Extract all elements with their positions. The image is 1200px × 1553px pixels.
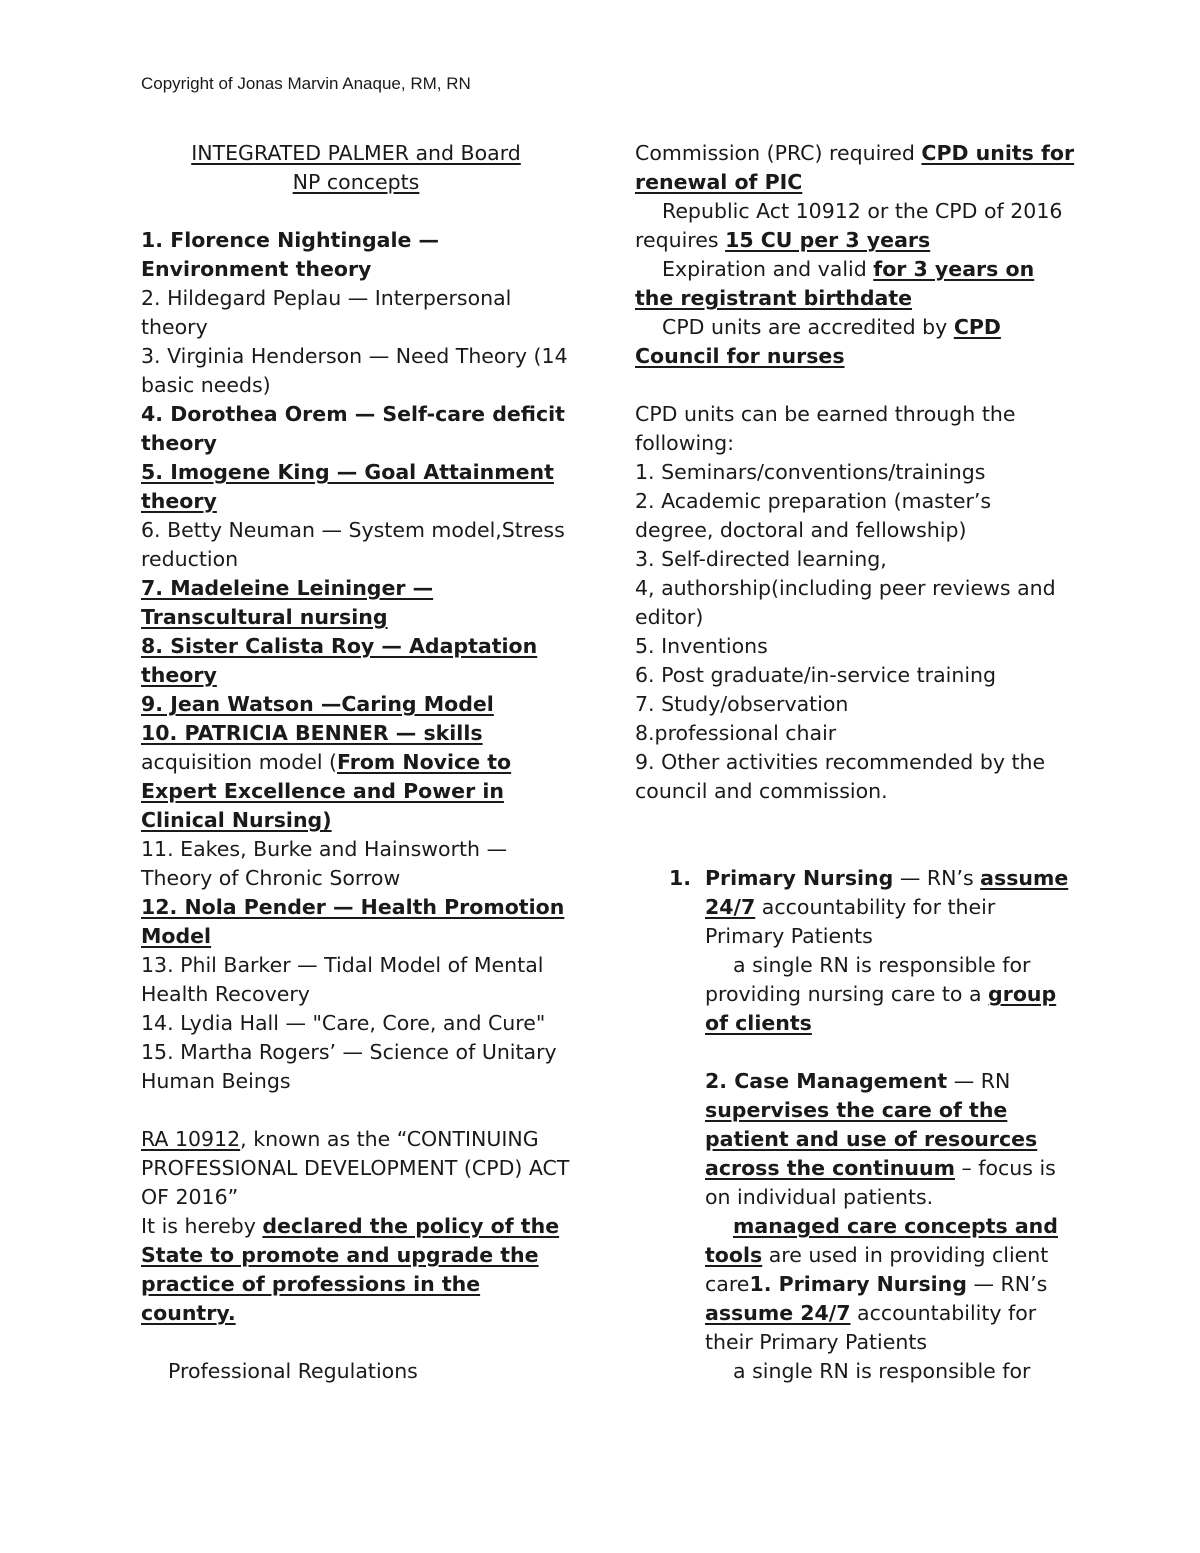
repeat-dash: — RN’s (966, 1272, 1048, 1296)
policy-prefix: It is hereby (141, 1214, 263, 1238)
theory-item: 15. Martha Rogers’ — Science of Unitary Human Beings (141, 1040, 557, 1093)
primary-single (705, 951, 1075, 1038)
accr-prefix: CPD units are accredited by (662, 315, 954, 339)
managed-care (705, 1212, 1075, 1357)
theory-item: 7. Madeleine Leininger — Transcultural nursing (141, 576, 434, 629)
ra-requirement-prefix: Republic Act 10912 or the CPD of 2016 requires (635, 199, 1063, 252)
primary-rest: accountability for their Primary Patients (705, 895, 996, 948)
doc-title-line1: INTEGRATED PALMER and Board (191, 141, 521, 165)
primary-nursing (669, 864, 1075, 951)
earned-item: 2. Academic preparation (master’s degree, doctoral and fellowship) (635, 489, 992, 542)
benner-name: 10. PATRICIA BENNER — skills (141, 721, 483, 745)
ra-requirement-bold: 15 CU per 3 years (725, 228, 931, 252)
repeat-rest: accountability for their Primary Patients (705, 1301, 1037, 1354)
accr-bold: CPD Council for nurses (635, 315, 1001, 368)
managed-bold: managed care concepts and tools (705, 1214, 1058, 1267)
prc-line (635, 139, 1075, 197)
expiration-line (635, 255, 1075, 313)
left-column (141, 139, 571, 1386)
theory-item: 11. Eakes, Burke and Hainsworth — Theory of Chronic Sorrow (141, 837, 508, 890)
earned-item: 8.professional chair (635, 721, 837, 745)
repeat-single (705, 1357, 1075, 1386)
case-rest: – focus is on individual patients. (705, 1156, 1056, 1209)
benner-book: From Novice to Expert Excellence and Power in Clinical Nursing) (141, 750, 512, 832)
accreditation-line (635, 313, 1075, 371)
repeat-single-text: a single RN is responsible for (733, 1359, 1031, 1383)
theory-item: 3. Virginia Henderson — Need Theory (14 basic needs) (141, 344, 568, 397)
exp-prefix: Expiration and valid (662, 257, 874, 281)
primary-single-text: a single RN is responsible for providing nursing care to a (705, 953, 1031, 1006)
theory-item-benner (141, 719, 571, 835)
theory-item: 5. Imogene King — Goal Attainment theory (141, 460, 554, 513)
ra-rest: , known as the “CONTINUING PROFESSIONAL DEVELOPMENT (CPD) ACT OF 2016” (141, 1127, 570, 1209)
case-title: 2. Case Management (705, 1069, 948, 1093)
theory-item: 12. Nola Pender — Health Promotion Model (141, 895, 565, 948)
theory-item: 8. Sister Calista Roy — Adaptation theory (141, 634, 538, 687)
earned-item: 6. Post graduate/in-service training (635, 663, 997, 687)
earned-item: 7. Study/observation (635, 692, 849, 716)
ra-policy (141, 1212, 571, 1328)
primary-nursing-block (635, 864, 1075, 1386)
managed-rest: are used in providing client care (705, 1243, 1049, 1296)
ra-description (141, 1125, 571, 1212)
case-dash: — RN (947, 1069, 1011, 1093)
right-column (635, 139, 1075, 1386)
policy-text: declared the policy of the State to promote and upgrade the practice of professions in the country. (141, 1214, 560, 1325)
earned-intro: CPD units can be earned through the following: (635, 402, 1016, 455)
primary-num: 1. (669, 866, 692, 890)
theory-item: 13. Phil Barker — Tidal Model of Mental Health Recovery (141, 953, 544, 1006)
earned-item: 3. Self-directed learning, (635, 547, 887, 571)
primary-dash: — RN’s (893, 866, 981, 890)
theory-item: 1. Florence Nightingale — Environment theory (141, 228, 440, 281)
earned-item: 5. Inventions (635, 634, 768, 658)
case-supervises: supervises the care of the patient and use of resources across the continuum (705, 1098, 1038, 1180)
theory-item: 2. Hildegard Peplau — Interpersonal theory (141, 286, 512, 339)
prc-bold: CPD units for renewal of PIC (635, 141, 1075, 194)
primary-assume: assume 24/7 (705, 866, 1069, 919)
case-management (705, 1067, 1075, 1212)
primary-group: group of clients (705, 982, 1057, 1035)
theory-item: 4. Dorothea Orem — Self-care deficit theory (141, 402, 565, 455)
theory-item: 14. Lydia Hall — "Care, Core, and Cure" (141, 1011, 546, 1035)
earned-item: 1. Seminars/conventions/trainings (635, 460, 986, 484)
copyright-header: Copyright of Jonas Marvin Anaque, RM, RN (141, 74, 471, 93)
ra-requirement (635, 197, 1075, 255)
benner-model: acquisition model ( (141, 750, 338, 774)
repeat-title: 1. Primary Nursing (749, 1272, 967, 1296)
theory-item: 9. Jean Watson —Caring Model (141, 692, 494, 716)
repeat-assume: assume 24/7 (705, 1301, 851, 1325)
earned-item: 9. Other activities recommended by the council and commission. (635, 750, 1046, 803)
professional-regulations: Professional Regulations (168, 1359, 418, 1383)
doc-title-line2: NP concepts (292, 170, 420, 194)
prc-prefix: Commission (PRC) required (635, 141, 922, 165)
earned-item: 4, authorship(including peer reviews and editor) (635, 576, 1056, 629)
exp-bold: for 3 years on the registrant birthdate (635, 257, 1035, 310)
primary-title: Primary Nursing (705, 866, 894, 890)
theory-item: 6. Betty Neuman — System model,Stress reduction (141, 518, 565, 571)
ra-label: RA 10912 (141, 1127, 241, 1151)
